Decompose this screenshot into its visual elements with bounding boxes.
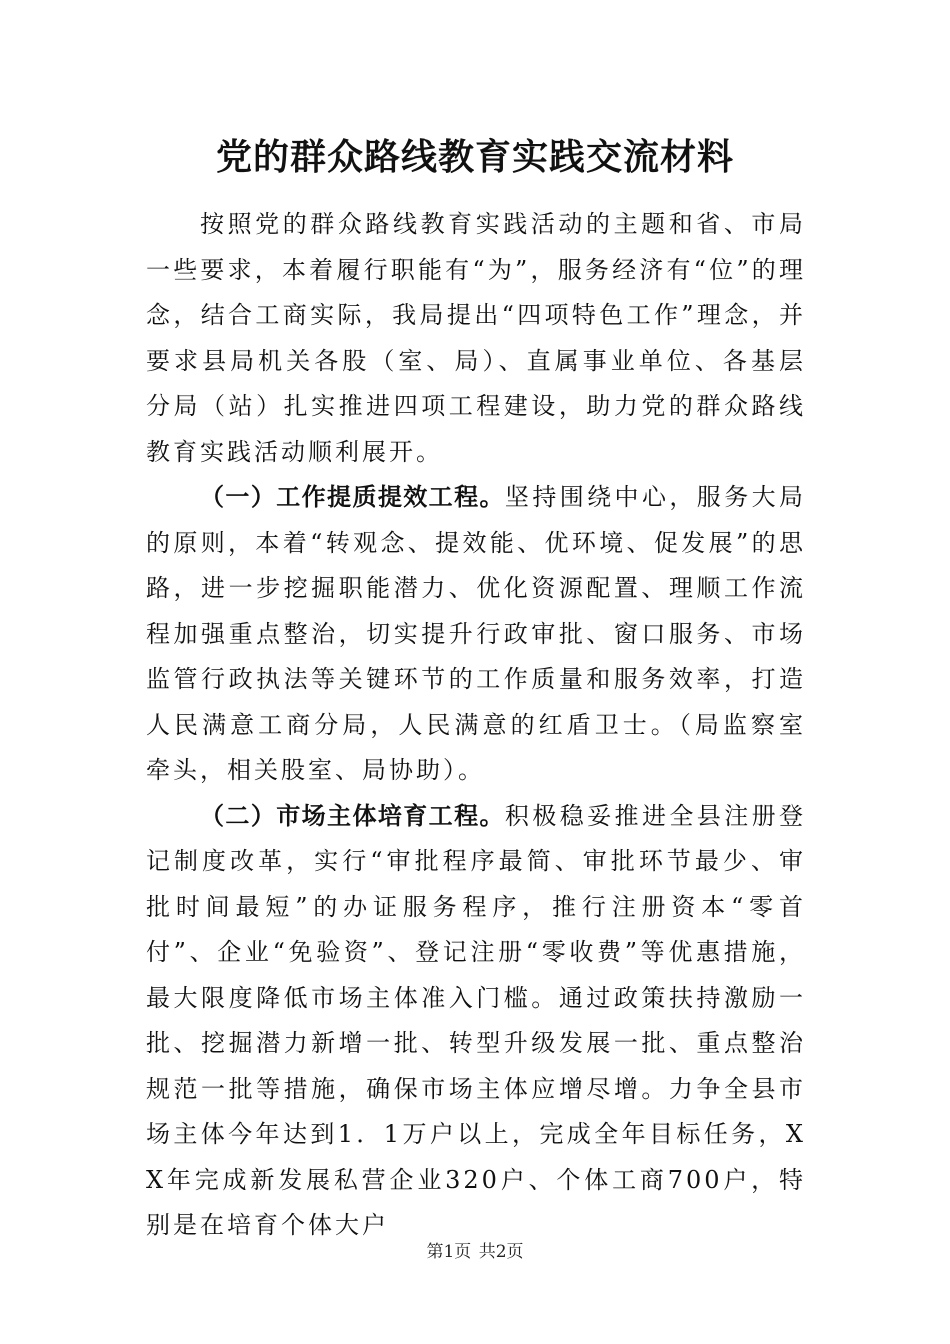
page-footer [0, 1240, 950, 1264]
section-heading: （一）工作提质提效工程。 [200, 483, 505, 511]
document-title: 党的群众路线教育实践交流材料 [215, 137, 734, 178]
section-2-paragraph [146, 794, 806, 1249]
page-total: 共2页 [478, 1242, 524, 1262]
paragraph-text: 积极稳妥推进全县注册登记制度改革，实行“审批程序最简、审批环节最少、审批时间最短”的办证服务程序，推行注册资本“零首付”、企业“免验资”、登记注册“零收费”等优惠措施，最大限度降低市场主体准入门槛。通过政策扶持激励一批、挖掘潜力新增一批、转型升级发展一批、重点整治规范一批等措施，确保市场主体应增尽增。力争全县市场主体今年达到1．1万户以上，完成全年目标任务，XX年完成新发展私营企业320户、个体工商700户，特别是在培育个体大户 [146, 801, 807, 1239]
page-number: 第1页 [426, 1242, 472, 1262]
intro-paragraph [146, 202, 806, 475]
paragraph-text: 按照党的群众路线教育实践活动的主题和省、市局一些要求，本着履行职能有“为”，服务经济有“位”的理念，结合工商实际，我局提出“四项特色工作”理念，并要求县局机关各股（室、局）、直属事业单位、各基层分局（站）扎实推进四项工程建设，助力党的群众路线教育实践活动顺利展开。 [146, 210, 806, 466]
section-heading: （二）市场主体培育工程。 [200, 801, 505, 830]
section-1-paragraph [146, 475, 806, 794]
document-body [146, 202, 806, 1249]
paragraph-text: 坚持围绕中心，服务大局的原则，本着“转观念、提效能、优环境、促发展”的思路，进一步挖掘职能潜力、优化资源配置、理顺工作流程加强重点整治，切实提升行政审批、窗口服务、市场监管行政执法等关键环节的工作质量和服务效率，打造人民满意工商分局，人民满意的红盾卫士。（局监察室牵头，相关股室、局协助）。 [146, 483, 807, 784]
